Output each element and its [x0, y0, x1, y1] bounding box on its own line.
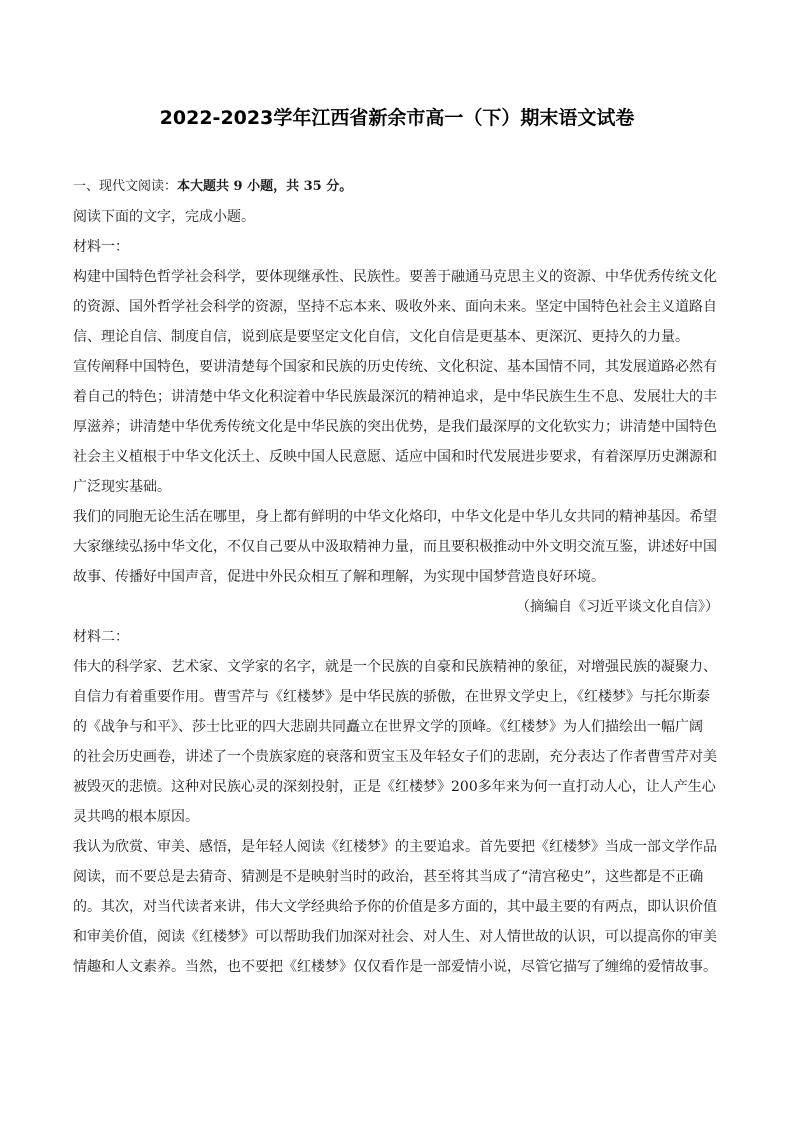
text-line: 广泛现实基础。	[73, 479, 171, 495]
section-heading	[73, 172, 723, 202]
text-line: 的资源、国外哲学社会科学的资源，坚持不忘本来、吸收外来、面向未来。坚定中国特色社会主义道路自	[73, 299, 717, 315]
page-title: 2022-2023学年江西省新余市高一（下）期末语文试卷	[159, 107, 635, 129]
text-line: 和审美价值，阅读《红楼梦》可以帮助我们加深对社会、对人生、对人情世故的认识，可以提高你的审美	[73, 929, 717, 945]
text-line: 阅读，而不要总是去猜奇、猜测是不是映射当时的政治，甚至将其当成了“清宫秘史”，这些都是不正确	[73, 869, 704, 885]
material-1-label: 材料一：	[73, 239, 129, 255]
text-line: 情趣和人文素养。当然，也不要把《红楼梦》仅仅看作是一部爱情小说，尽管它描写了缠绵的爱情故事。	[73, 959, 717, 975]
material-2-paragraph-1	[73, 652, 723, 832]
text-line: 着自己的特色；讲清楚中华文化积淀着中华民族最深沉的精神追求，是中华民族生生不息、发展壮大的丰	[73, 389, 717, 405]
text-line: 宣传阐释中国特色，要讲清楚每个国家和民族的历史传统、文化积淀、基本国情不同，其发展道路必然有	[73, 359, 717, 375]
text-line: 的社会历史画卷，讲述了一个贵族家庭的衰落和贾宝玉及年轻女子们的悲剧，充分表达了作者曹雪芹对美	[73, 749, 717, 765]
document-body	[73, 172, 723, 982]
material-1-paragraph-1	[73, 262, 723, 352]
material-1-source: （摘编自《习近平谈文化自信》）	[516, 599, 719, 615]
material-2-paragraph-2	[73, 832, 723, 982]
text-line: 我们的同胞无论生活在哪里，身上都有鲜明的中华文化烙印，中华文化是中华儿女共同的精神基因。希望	[73, 509, 717, 525]
text-line: 大家继续弘扬中华文化，不仅自己要从中汲取精神力量，而且要积极推动中外文明交流互鉴，讲述好中国	[73, 539, 717, 555]
text-line: 厚滋养；讲清楚中华优秀传统文化是中华民族的突出优势，是我们最深厚的文化软实力；讲清楚中国特色	[73, 419, 717, 435]
text-line: 故事、传播好中国声音，促进中外民众相互了解和理解，为实现中国梦营造良好环境。	[73, 569, 605, 585]
text-line: 被毁灭的悲愤。这种对民族心灵的深刻投射，正是《红楼梦》200多年来为何一直打动人心，让人产生心	[73, 779, 716, 795]
section-label: 一、现代文阅读：	[73, 179, 178, 194]
instruction-text: 阅读下面的文字，完成小题。	[73, 209, 255, 225]
text-line: 我认为欣赏、审美、感悟，是年轻人阅读《红楼梦》的主要追求。首先要把《红楼梦》当成一部文学作品	[73, 839, 717, 855]
text-line: 构建中国特色哲学社会科学，要体现继承性、民族性。要善于融通马克思主义的资源、中华优秀传统文化	[73, 269, 717, 285]
text-line: 的。其次，对当代读者来讲，伟大文学经典给予你的价值是多方面的，其中最主要的有两点，即认识价值	[73, 899, 717, 915]
text-line: 社会主义植根于中华文化沃土、反映中国人民意愿、适应中国和时代发展进步要求，有着深厚历史渊源和	[73, 449, 717, 465]
text-line: 自信力有着重要作用。曹雪芹与《红楼梦》是中华民族的骄傲，在世界文学史上，《红楼梦》与托尔斯泰	[73, 689, 710, 705]
text-line: 伟大的科学家、艺术家、文学家的名字，就是一个民族的自豪和民族精神的象征，对增强民族的凝聚力、	[73, 659, 717, 675]
section-detail: 本大题共 9 小题，共 35 分。	[177, 179, 353, 194]
material-2-label: 材料二：	[73, 629, 129, 645]
text-line: 信、理论自信、制度自信，说到底是要坚定文化自信，文化自信是更基本、更深沉、更持久的力量。	[73, 329, 689, 345]
text-line: 灵共鸣的根本原因。	[73, 809, 199, 825]
text-line: 的《战争与和平》、莎士比亚的四大悲剧共同矗立在世界文学的顶峰。《红楼梦》为人们描绘出一幅广阔	[73, 719, 703, 735]
material-1-paragraph-3	[73, 502, 723, 592]
material-1-paragraph-2	[73, 352, 723, 502]
